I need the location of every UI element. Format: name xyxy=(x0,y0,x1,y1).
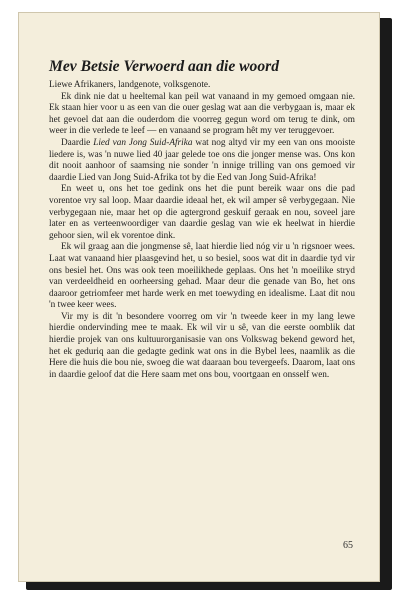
paragraph-2-text: Daardie Lied van Jong Suid-Afrika wat nog altyd vir my een van ons mooiste liedere is, was 'n nuwe lied 40 jaar gelede toe ons die jonger mense was. Ons kon dit nooit aanhoor of saamsing nie sonder 'n innige trilling van ons gemoed vir daardie Lied van Jong Suid-Afrika tot by die Eed van Jong Suid-Afrika! xyxy=(49,137,356,183)
page-number: 65 xyxy=(343,540,353,551)
paragraph-greeting: Liewe Afrikaners, landgenote, volksgenote. xyxy=(49,80,211,90)
paragraph-1: Ek dink nie dat u heeltemal kan peil wat vanaand in my gemoed omgaan nie. Ek staan hier voor u as een van die ouer geslag wat aan die verbygaan is, maar ek het gevoel dat aan die ouderdom die voorreg gegun word om terug te dink, om weer in die verlede te leef — en vanaand se program hêt my ver teruggevoer. xyxy=(49,91,355,137)
paragraph-3: En weet u, ons het toe gedink ons het die punt bereik waar ons die pad vorentoe vry sal loop. Maar daardie ideaal het, ek wil amper sê verbygegaan. Nie verbygegaan nie, maar het op die agtergrond geskuif geraak en nou, soveel jare later en as verteenwoordiger van daardie geslag van wie ek heelwat in hierdie gehoor sien, wil ek vorentoe dink. xyxy=(49,184,355,241)
paragraph-2 xyxy=(49,138,355,184)
page-title: Mev Betsie Verwoerd aan die woord xyxy=(49,58,279,75)
paragraph-5: Vir my is dit 'n besondere voorreg om vir 'n tweede keer in my lang lewe hierdie ondervinding mee te maak. Ek wil vir u sê, van die eerste oomblik dat hierdie projek van ons kultuurorganisasie van ons Volkswag bekend geword het, het ek geduriq aan die gedagte gedink wat ons in die Bybel lees, naamlik as die Here die huis die bou nie, swoeg die wat daaraan bou tevergeefs. Daarom, laat ons in daardie geloof dat die Here saam met ons bou, voortgaan en onsself wen. xyxy=(49,311,355,380)
song-title: Lied van Jong Suid-Afrika xyxy=(93,137,193,148)
paragraph-4: Ek wil graag aan die jongmense sê, laat hierdie lied nóg vir u 'n rigsnoer wees. Laat wat vanaand hier plaasgevind het, u so besiel, soos wat dit in daardie tyd vir ons besiel het. Ons was ook teen moeilikhede geplaas. Ons het 'n moeilike stryd van verdeeldheid en oorheersing gehad. Maar deur die genade van Bo, het ons daaroor getriomfeer met harde werk en met toewyding en idealisme. Laat dit nou 'n twee keer wees. xyxy=(49,242,355,311)
book-page xyxy=(18,12,380,582)
